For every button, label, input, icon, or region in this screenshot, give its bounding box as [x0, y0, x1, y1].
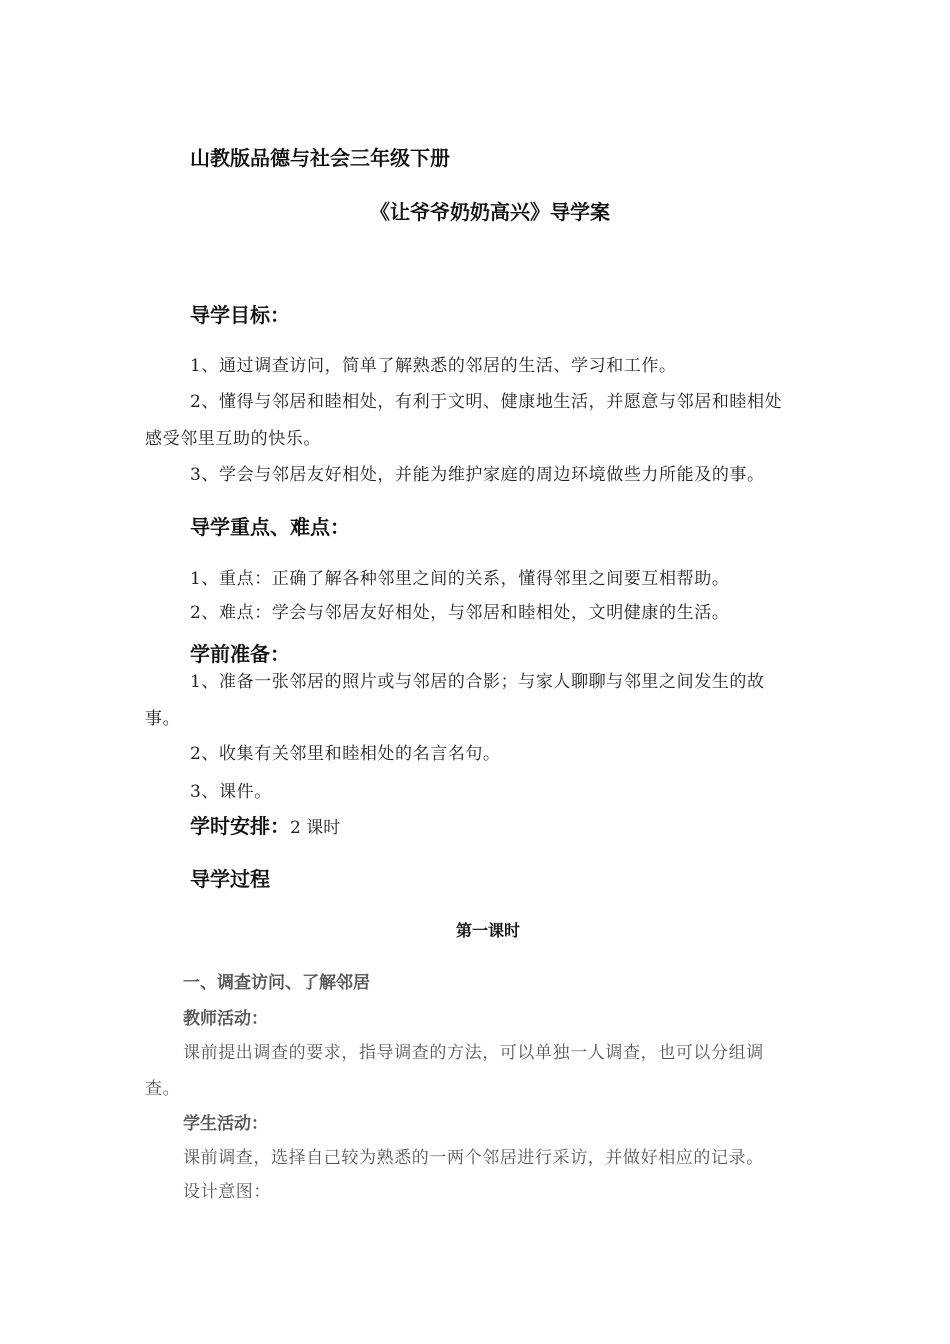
design-intent-label: 设计意图：: [183, 1182, 271, 1202]
schedule-row: [190, 810, 340, 839]
keypoint-item-1: 1、重点：正确了解各种邻里之间的关系，懂得邻里之间要互相帮助。: [190, 569, 730, 589]
objectives-heading: 导学目标：: [190, 303, 290, 327]
schedule-value: 2 课时: [290, 818, 341, 838]
preparation-item-1-line-2: 事。: [145, 709, 181, 729]
objective-item-2-line-2: 感受邻里互助的快乐。: [145, 429, 321, 449]
preparation-heading: 学前准备：: [190, 642, 290, 666]
preparation-item-1-line-1: 1、准备一张邻居的照片或与邻居的合影；与家人聊聊与邻里之间发生的故: [190, 672, 765, 692]
student-activity-text: 课前调查，选择自己较为熟悉的一两个邻居进行采访，并做好相应的记录。: [183, 1148, 764, 1168]
objective-item-1: 1、通过调查访问，简单了解熟悉的邻居的生活、学习和工作。: [190, 356, 677, 376]
teacher-activity-line-2: 查。: [145, 1079, 181, 1099]
teacher-activity-label: 教师活动：: [183, 1009, 268, 1029]
document-title: 山教版品德与社会三年级下册: [190, 146, 450, 170]
schedule-heading: 学时安排：: [190, 814, 290, 838]
teacher-activity-line-1: 课前提出调查的要求，指导调查的方法，可以单独一人调查，也可以分组调: [183, 1043, 764, 1063]
keypoint-item-2: 2、难点：学会与邻居友好相处，与邻居和睦相处，文明健康的生活。: [190, 603, 730, 623]
preparation-item-3: 3、课件。: [190, 782, 272, 802]
preparation-item-2: 2、收集有关邻里和睦相处的名言名句。: [190, 744, 501, 764]
objective-item-2-line-1: 2、懂得与邻居和睦相处，有利于文明、健康地生活，并愿意与邻居和睦相处: [190, 392, 783, 412]
section-1-title: 一、调查访问、了解邻居: [183, 973, 370, 993]
lesson-title: 第一课时: [456, 921, 521, 940]
student-activity-label: 学生活动：: [183, 1114, 268, 1134]
keypoints-heading: 导学重点、难点：: [190, 515, 350, 539]
document-subtitle: 《让爷爷奶奶高兴》导学案: [370, 200, 610, 224]
objective-item-3: 3、学会与邻居友好相处，并能为维护家庭的周边环境做些力所能及的事。: [190, 465, 765, 485]
process-heading: 导学过程: [190, 867, 270, 891]
